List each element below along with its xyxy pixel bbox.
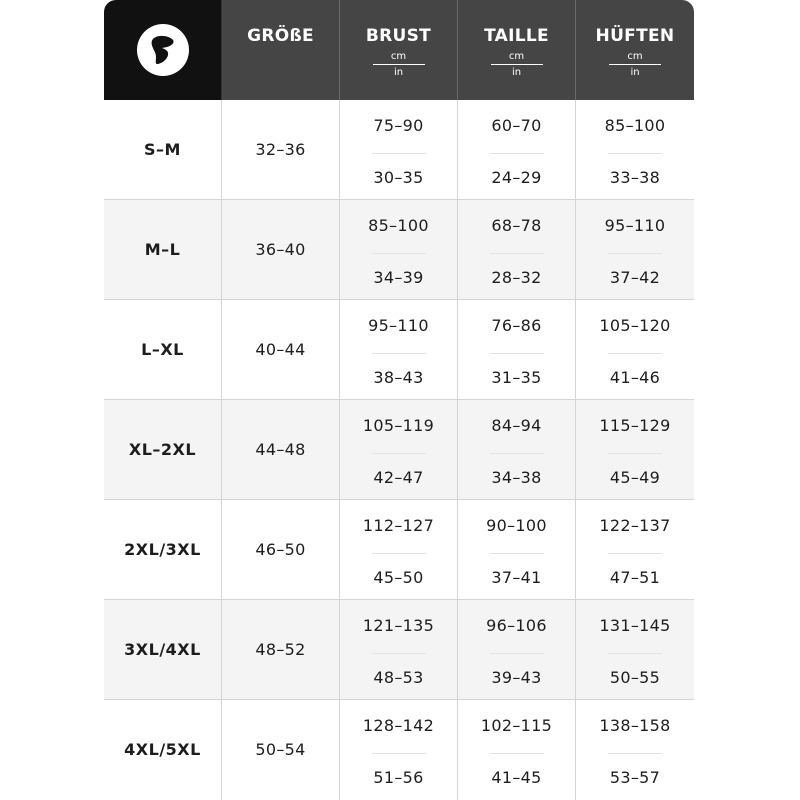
brand-butterfly-icon bbox=[137, 24, 189, 76]
eu-size-value: 44–48 bbox=[255, 440, 306, 459]
header-taille bbox=[458, 0, 576, 100]
brust-in-value: 51–56 bbox=[373, 768, 424, 787]
taille-cell bbox=[458, 300, 576, 400]
taille-cm-value: 68–78 bbox=[491, 216, 542, 235]
value-divider bbox=[372, 453, 426, 454]
hueften-cm-value: 115–129 bbox=[599, 416, 671, 435]
size-cell bbox=[104, 400, 222, 500]
value-divider bbox=[608, 753, 662, 754]
size-cell bbox=[104, 100, 222, 200]
brust-cm-value: 112–127 bbox=[362, 516, 435, 535]
hueften-cell bbox=[576, 100, 694, 200]
hueften-cm-value: 131–145 bbox=[599, 616, 671, 635]
taille-cm-value: 60–70 bbox=[491, 116, 542, 135]
hueften-cm-value: 105–120 bbox=[599, 316, 671, 335]
brust-cm-value: 105–119 bbox=[362, 416, 435, 435]
brust-cm-value: 128–142 bbox=[362, 716, 435, 735]
size-cell bbox=[104, 600, 222, 700]
brust-cm-value: 121–135 bbox=[362, 616, 435, 635]
value-divider bbox=[372, 253, 426, 254]
hueften-cell bbox=[576, 200, 694, 300]
unit-in-label: in bbox=[393, 67, 404, 78]
taille-in-value: 31–35 bbox=[491, 368, 542, 387]
unit-cm-label: cm bbox=[390, 51, 407, 62]
taille-cell bbox=[458, 400, 576, 500]
brust-cm-value: 95–110 bbox=[368, 316, 429, 335]
value-divider bbox=[490, 653, 544, 654]
taille-cm-value: 84–94 bbox=[491, 416, 542, 435]
value-divider bbox=[608, 253, 662, 254]
brust-cell bbox=[340, 500, 458, 600]
brust-cell bbox=[340, 200, 458, 300]
eu-size-cell bbox=[222, 700, 340, 800]
hueften-cell bbox=[576, 500, 694, 600]
header-logo-cell bbox=[104, 0, 222, 100]
size-chart-table bbox=[104, 0, 694, 800]
brust-in-value: 45–50 bbox=[373, 568, 424, 587]
value-divider bbox=[490, 753, 544, 754]
hueften-cell bbox=[576, 600, 694, 700]
hueften-cell bbox=[576, 400, 694, 500]
value-divider bbox=[372, 653, 426, 654]
size-label: XL–2XL bbox=[128, 440, 197, 459]
hueften-cell bbox=[576, 300, 694, 400]
size-cell bbox=[104, 300, 222, 400]
unit-divider bbox=[373, 64, 425, 65]
header-groesse-title: GRÖßE bbox=[247, 26, 314, 46]
unit-in-label: in bbox=[511, 67, 522, 78]
size-cell bbox=[104, 200, 222, 300]
brust-cell bbox=[340, 700, 458, 800]
header-hueften-units bbox=[576, 51, 694, 79]
hueften-cm-value: 85–100 bbox=[604, 116, 666, 135]
brust-in-value: 38–43 bbox=[373, 368, 424, 387]
taille-in-value: 39–43 bbox=[491, 668, 542, 687]
eu-size-cell bbox=[222, 600, 340, 700]
size-label: 3XL/4XL bbox=[124, 640, 201, 659]
header-brust-title: BRUST bbox=[365, 26, 432, 46]
hueften-in-value: 53–57 bbox=[609, 768, 661, 787]
taille-in-value: 28–32 bbox=[491, 268, 542, 287]
value-divider bbox=[372, 153, 426, 154]
brust-cell bbox=[340, 100, 458, 200]
value-divider bbox=[490, 153, 544, 154]
hueften-cell bbox=[576, 700, 694, 800]
taille-cm-value: 96–106 bbox=[486, 616, 547, 635]
taille-cell bbox=[458, 500, 576, 600]
taille-in-value: 41–45 bbox=[491, 768, 542, 787]
taille-cell bbox=[458, 600, 576, 700]
brust-in-value: 30–35 bbox=[373, 168, 424, 187]
size-label: S–M bbox=[144, 140, 181, 159]
brust-in-value: 34–39 bbox=[373, 268, 424, 287]
taille-in-value: 37–41 bbox=[491, 568, 542, 587]
value-divider bbox=[372, 753, 426, 754]
taille-cell bbox=[458, 100, 576, 200]
eu-size-value: 48–52 bbox=[255, 640, 306, 659]
unit-divider bbox=[491, 64, 543, 65]
unit-cm-label: cm bbox=[627, 51, 643, 62]
brust-cm-value: 85–100 bbox=[368, 216, 429, 235]
eu-size-value: 50–54 bbox=[255, 740, 306, 759]
value-divider bbox=[490, 353, 544, 354]
unit-divider bbox=[609, 64, 661, 65]
hueften-in-value: 33–38 bbox=[609, 168, 661, 187]
header-brust bbox=[340, 0, 458, 100]
header-groesse bbox=[222, 0, 340, 100]
value-divider bbox=[608, 653, 662, 654]
taille-cm-value: 76–86 bbox=[491, 316, 542, 335]
value-divider bbox=[490, 453, 544, 454]
header-hueften-title: HÜFTEN bbox=[595, 26, 675, 46]
taille-cm-value: 90–100 bbox=[486, 516, 547, 535]
unit-cm-label: cm bbox=[508, 51, 525, 62]
brust-in-value: 48–53 bbox=[373, 668, 424, 687]
eu-size-cell bbox=[222, 500, 340, 600]
header-hueften bbox=[576, 0, 694, 100]
size-cell bbox=[104, 700, 222, 800]
header-taille-units bbox=[458, 51, 575, 79]
value-divider bbox=[608, 153, 662, 154]
hueften-in-value: 37–42 bbox=[609, 268, 661, 287]
eu-size-value: 36–40 bbox=[255, 240, 306, 259]
eu-size-cell bbox=[222, 300, 340, 400]
hueften-cm-value: 138–158 bbox=[599, 716, 671, 735]
value-divider bbox=[608, 353, 662, 354]
eu-size-value: 32–36 bbox=[255, 140, 306, 159]
hueften-in-value: 50–55 bbox=[609, 668, 661, 687]
size-label: 2XL/3XL bbox=[124, 540, 201, 559]
hueften-in-value: 45–49 bbox=[609, 468, 661, 487]
value-divider bbox=[372, 553, 426, 554]
taille-cell bbox=[458, 200, 576, 300]
eu-size-cell bbox=[222, 100, 340, 200]
brust-in-value: 42–47 bbox=[373, 468, 424, 487]
brust-cell bbox=[340, 600, 458, 700]
value-divider bbox=[490, 553, 544, 554]
size-chart-grid bbox=[104, 0, 694, 800]
eu-size-cell bbox=[222, 400, 340, 500]
brust-cell bbox=[340, 400, 458, 500]
header-taille-title: TAILLE bbox=[484, 26, 549, 46]
size-label: L–XL bbox=[141, 340, 184, 359]
size-label: 4XL/5XL bbox=[124, 740, 201, 759]
value-divider bbox=[372, 353, 426, 354]
header-brust-units bbox=[340, 51, 457, 79]
hueften-cm-value: 95–110 bbox=[604, 216, 666, 235]
eu-size-value: 46–50 bbox=[255, 540, 306, 559]
value-divider bbox=[608, 553, 662, 554]
hueften-in-value: 47–51 bbox=[609, 568, 661, 587]
value-divider bbox=[608, 453, 662, 454]
unit-in-label: in bbox=[630, 67, 640, 78]
brust-cell bbox=[340, 300, 458, 400]
value-divider bbox=[490, 253, 544, 254]
hueften-in-value: 41–46 bbox=[609, 368, 661, 387]
eu-size-cell bbox=[222, 200, 340, 300]
eu-size-value: 40–44 bbox=[255, 340, 306, 359]
hueften-cm-value: 122–137 bbox=[599, 516, 671, 535]
size-cell bbox=[104, 500, 222, 600]
taille-in-value: 24–29 bbox=[491, 168, 542, 187]
taille-cell bbox=[458, 700, 576, 800]
taille-cm-value: 102–115 bbox=[480, 716, 553, 735]
taille-in-value: 34–38 bbox=[491, 468, 542, 487]
brust-cm-value: 75–90 bbox=[373, 116, 424, 135]
size-label: M–L bbox=[144, 240, 181, 259]
